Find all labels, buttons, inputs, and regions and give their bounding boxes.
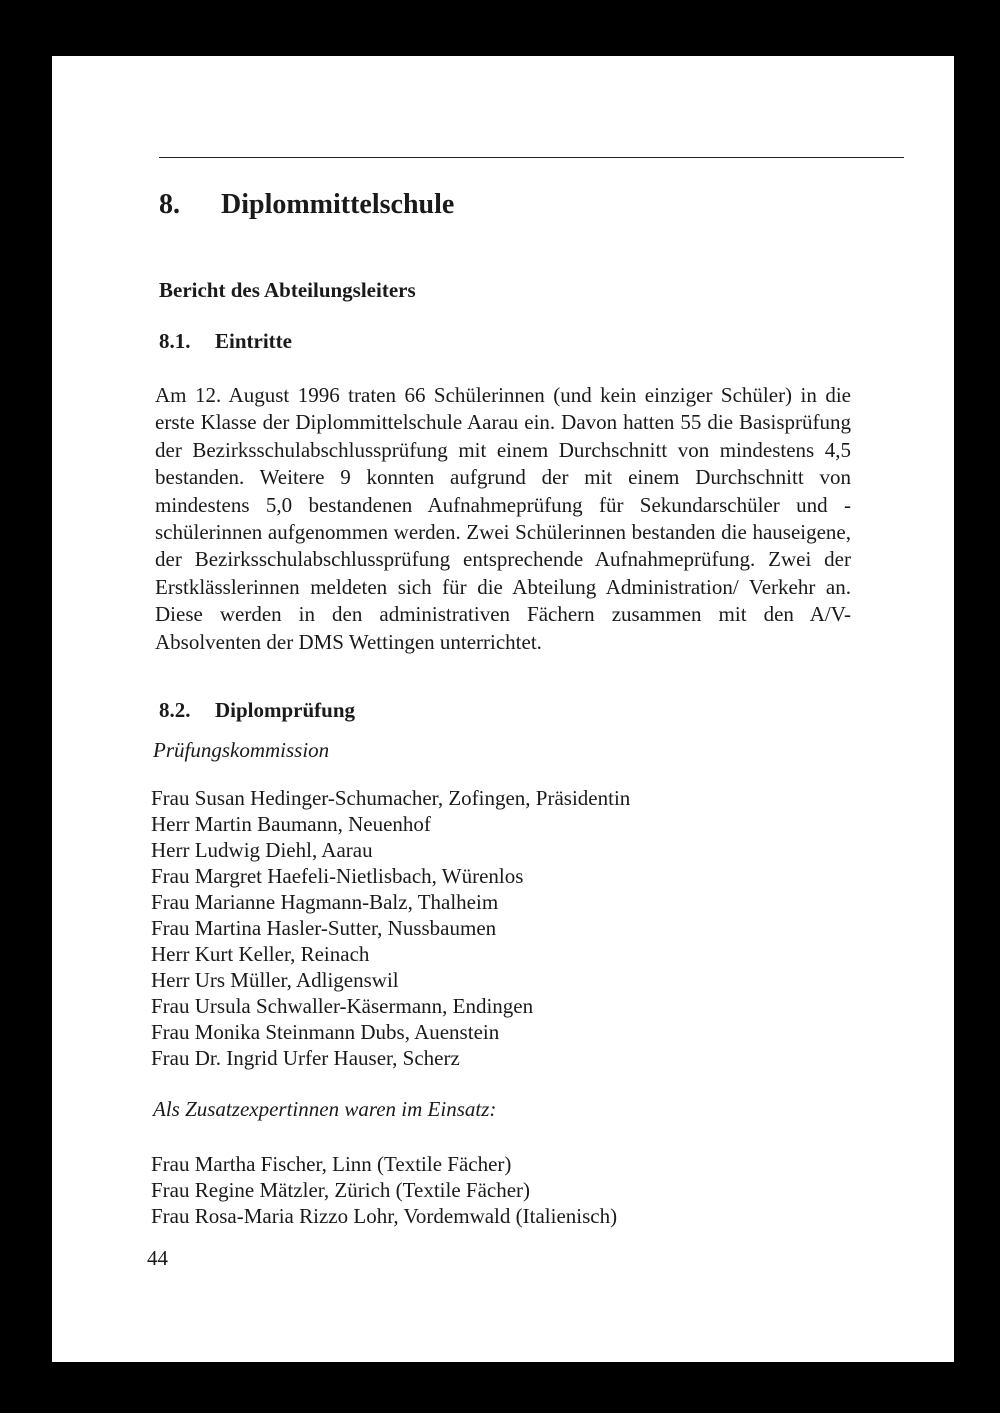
list-item: Frau Marianne Hagmann-Balz, Thalheim [151, 890, 499, 914]
list-item: Frau Martina Hasler-Sutter, Nussbaumen [151, 916, 497, 940]
list-item: Herr Martin Baumann, Neuenhof [151, 812, 431, 836]
commission-label: Prüfungskommission [153, 738, 330, 762]
page-number: 44 [147, 1246, 168, 1270]
list-item: Frau Martha Fischer, Linn (Textile Fächer) [151, 1152, 512, 1176]
chapter-heading [159, 189, 454, 221]
section-8-1-title: Eintritte [215, 329, 292, 353]
list-item: Frau Monika Steinmann Dubs, Auenstein [151, 1020, 500, 1044]
section-8-1-heading [159, 329, 292, 354]
commission-list [151, 785, 630, 1071]
report-heading: Bericht des Abteilungsleiters [159, 278, 416, 302]
section-8-2-number: 8.2. [159, 698, 191, 722]
document-page [52, 56, 954, 1362]
list-item: Frau Susan Hedinger-Schumacher, Zofingen, Präsidentin [151, 786, 631, 810]
experts-list [151, 1151, 617, 1229]
list-item: Frau Regine Mätzler, Zürich (Textile Fächer) [151, 1178, 531, 1202]
experts-label: Als Zusatzexpertinnen waren im Einsatz: [153, 1097, 497, 1121]
chapter-number: 8. [159, 189, 180, 220]
section-8-2-heading [159, 698, 355, 723]
list-item: Frau Margret Haefeli-Nietlisbach, Würenlos [151, 864, 524, 888]
section-8-2-title: Diplomprüfung [215, 698, 356, 722]
list-item: Frau Rosa-Maria Rizzo Lohr, Vordemwald (Italienisch) [151, 1204, 618, 1228]
section-8-1-number: 8.1. [159, 329, 191, 353]
list-item: Frau Ursula Schwaller-Käsermann, Endingen [151, 994, 534, 1018]
list-item: Herr Ludwig Diehl, Aarau [151, 838, 373, 862]
list-item: Herr Kurt Keller, Reinach [151, 942, 370, 966]
list-item: Frau Dr. Ingrid Urfer Hauser, Scherz [151, 1046, 460, 1070]
list-item: Herr Urs Müller, Adligenswil [151, 968, 399, 992]
chapter-title: Diplommittelschule [221, 189, 455, 220]
top-rule [159, 157, 904, 158]
section-8-1-paragraph: Am 12. August 1996 traten 66 Schülerinnen (und kein einziger Schüler) in die erste Klasse der Diplommittelschule Aarau ein. Davon hatten 55 die Basisprüfung der Bezirksschulabschlussprüfung mit einem Durchschnitt von mindestens 4,5 bestanden. Weitere 9 konnten aufgrund der mit einem Durchschnitt von mindestens 5,0 bestandenen Aufnahmeprüfung für Sekundarschüler und -schülerinnen aufgenommen werden. Zwei Schülerinnen bestanden die hauseigene, der Bezirksschulabschlussprüfung entsprechende Aufnahmeprüfung. Zwei der Erstklässlerinnen meldeten sich für die Abteilung Administration/ Verkehr an. Diese werden in den administrativen Fächern zusammen mit den A/V-Absolventen der DMS Wettingen unterrichtet. [155, 383, 851, 654]
